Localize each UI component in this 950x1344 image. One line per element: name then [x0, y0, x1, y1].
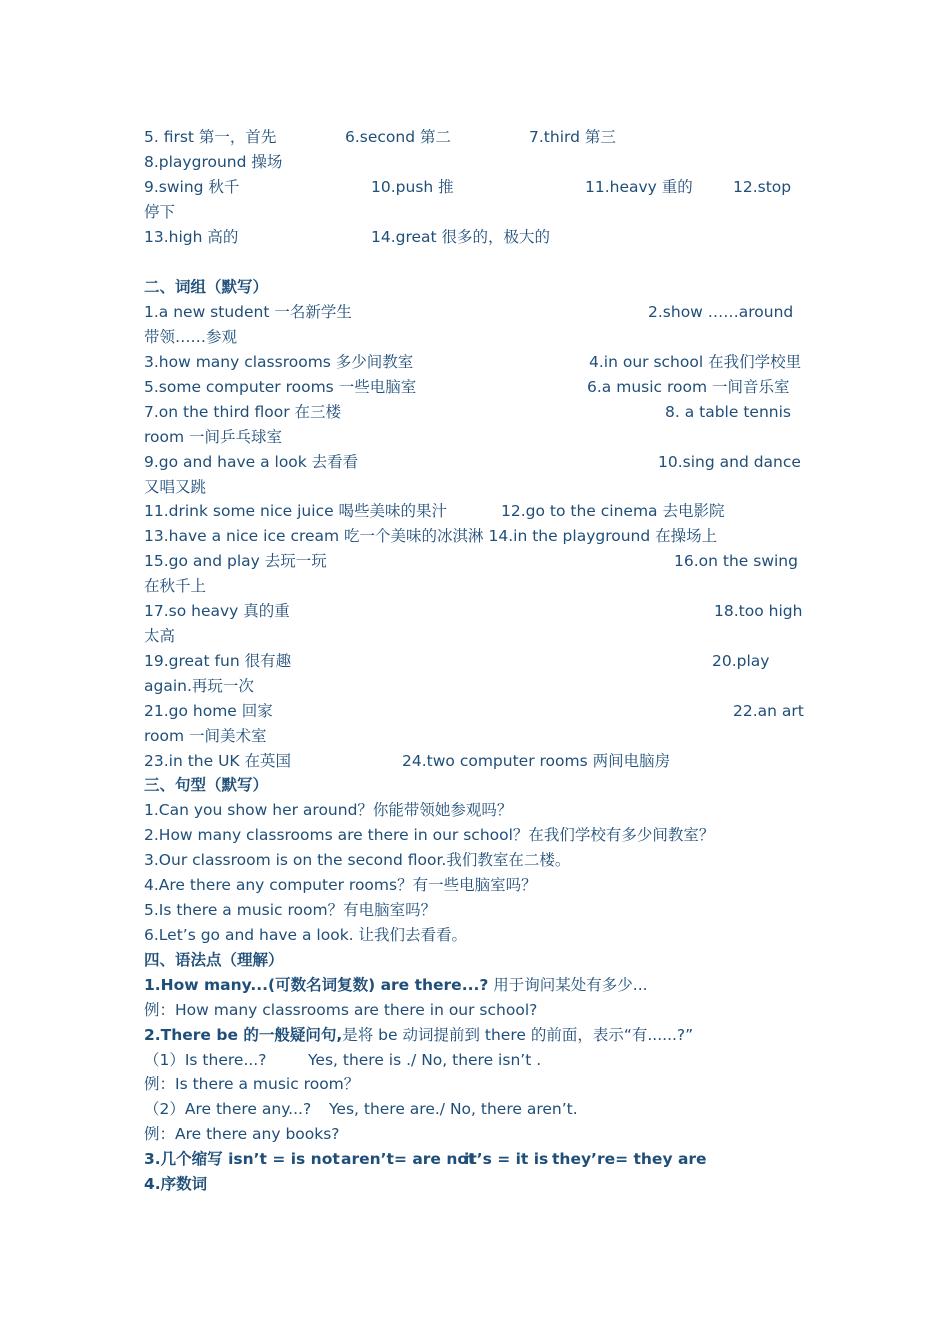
grammar-abbrev: it’s = it is — [464, 1150, 549, 1168]
grammar-subpoint-answer: Yes, there are./ No, there aren’t. — [329, 1100, 578, 1118]
phrase-item: 6.a music room 一间音乐室 — [587, 378, 790, 396]
vocab-item: 14.great 很多的，极大的 — [371, 228, 551, 246]
sentence-item: 3.Our classroom is on the second floor.我们教室在二楼。 — [144, 851, 571, 869]
grammar-point-title: 1.How many...(可数名词复数) are there...? — [144, 976, 489, 994]
phrase-item: 11.drink some nice juice 喝些美味的果汁 — [144, 502, 448, 520]
grammar-point-text: 用于询问某处有多少... — [488, 976, 648, 994]
phrase-item: 7.on the third floor 在三楼 — [144, 403, 341, 421]
phrase-item: 16.on the swing — [674, 552, 798, 570]
phrase-item: 12.go to the cinema 去电影院 — [501, 502, 725, 520]
grammar-subpoint: （1）Is there...? — [144, 1051, 267, 1069]
phrase-item: 22.an art — [733, 702, 804, 720]
section-heading-sentences: 三、句型（默写） — [144, 776, 269, 794]
vocab-item: 9.swing 秋千 — [144, 178, 240, 196]
section-heading-phrases: 二、词组（默写） — [144, 278, 269, 296]
phrase-item: 18.too high — [714, 602, 803, 620]
phrase-item: 3.how many classrooms 多少间教室 — [144, 353, 414, 371]
grammar-abbrev: aren’t= are not — [341, 1150, 476, 1168]
phrase-item: 2.show ……around — [648, 303, 794, 321]
grammar-example: 例：How many classrooms are there in our school? — [144, 1001, 538, 1019]
vocab-item: 12.stop — [733, 178, 792, 196]
phrase-item: 4.in our school 在我们学校里 — [589, 353, 802, 371]
phrase-item: 在秋千上 — [144, 577, 207, 595]
phrase-item: 24.two computer rooms 两间电脑房 — [402, 752, 671, 770]
grammar-subpoint-answer: Yes, there is ./ No, there isn’t . — [308, 1051, 542, 1069]
sentence-item: 1.Can you show her around？你能带领她参观吗？ — [144, 801, 513, 819]
grammar-abbrev: they’re= they are — [552, 1150, 707, 1168]
vocab-item: 6.second 第二 — [345, 128, 451, 146]
phrase-item: 19.great fun 很有趣 — [144, 652, 292, 670]
grammar-example: 例：Is there a music room？ — [144, 1075, 360, 1093]
phrase-item: 带领……参观 — [144, 328, 238, 346]
sentence-item: 4.Are there any computer rooms？有一些电脑室吗？ — [144, 876, 537, 894]
sentence-item: 6.Let’s go and have a look. 让我们去看看。 — [144, 926, 468, 944]
phrase-item: 17.so heavy 真的重 — [144, 602, 290, 620]
phrase-item: room 一间乒乓球室 — [144, 428, 283, 446]
grammar-point-text: 是将 be 动词提前到 there 的前面，表示“有......?” — [342, 1026, 694, 1044]
vocab-item: 7.third 第三 — [529, 128, 616, 146]
phrase-item: 23.in the UK 在英国 — [144, 752, 292, 770]
phrase-item: 5.some computer rooms 一些电脑室 — [144, 378, 417, 396]
vocab-item: 11.heavy 重的 — [585, 178, 693, 196]
vocab-item-wrap: 停下 — [144, 203, 176, 221]
sentence-item: 5.Is there a music room？有电脑室吗？ — [144, 901, 437, 919]
vocab-item: 8.playground 操场 — [144, 153, 283, 171]
sentence-item: 2.How many classrooms are there in our school？在我们学校有多少间教室？ — [144, 826, 715, 844]
phrase-item: 又唱又跳 — [144, 478, 207, 496]
phrase-item: 10.sing and dance — [658, 453, 801, 471]
phrase-item: again.再玩一次 — [144, 677, 254, 695]
vocab-item: 5. first 第一，首先 — [144, 128, 277, 146]
grammar-example: 例：Are there any books? — [144, 1125, 340, 1143]
phrase-item: 1.a new student 一名新学生 — [144, 303, 352, 321]
phrase-item: 太高 — [144, 627, 176, 645]
section-heading-grammar: 四、语法点（理解） — [144, 951, 284, 969]
grammar-point-1 — [144, 975, 648, 995]
grammar-point-title: 2.There be 的一般疑问句, — [144, 1026, 343, 1044]
grammar-abbrev: 3.几个缩写 isn’t = is not — [144, 1150, 340, 1168]
vocab-item: 10.push 推 — [371, 178, 454, 196]
phrase-item: 15.go and play 去玩一玩 — [144, 552, 327, 570]
phrase-item: room 一间美术室 — [144, 727, 267, 745]
grammar-point-4: 4.序数词 — [144, 1175, 208, 1193]
phrase-item: 8. a table tennis — [665, 403, 791, 421]
phrase-item: 21.go home 回家 — [144, 702, 273, 720]
phrase-item: 20.play — [712, 652, 770, 670]
phrase-item: 9.go and have a look 去看看 — [144, 453, 359, 471]
grammar-subpoint: （2）Are there any...? — [144, 1100, 312, 1118]
vocab-item: 13.high 高的 — [144, 228, 239, 246]
grammar-point-2 — [144, 1025, 693, 1045]
phrase-item: 13.have a nice ice cream 吃一个美味的冰淇淋 14.in the playground 在操场上 — [144, 527, 718, 545]
